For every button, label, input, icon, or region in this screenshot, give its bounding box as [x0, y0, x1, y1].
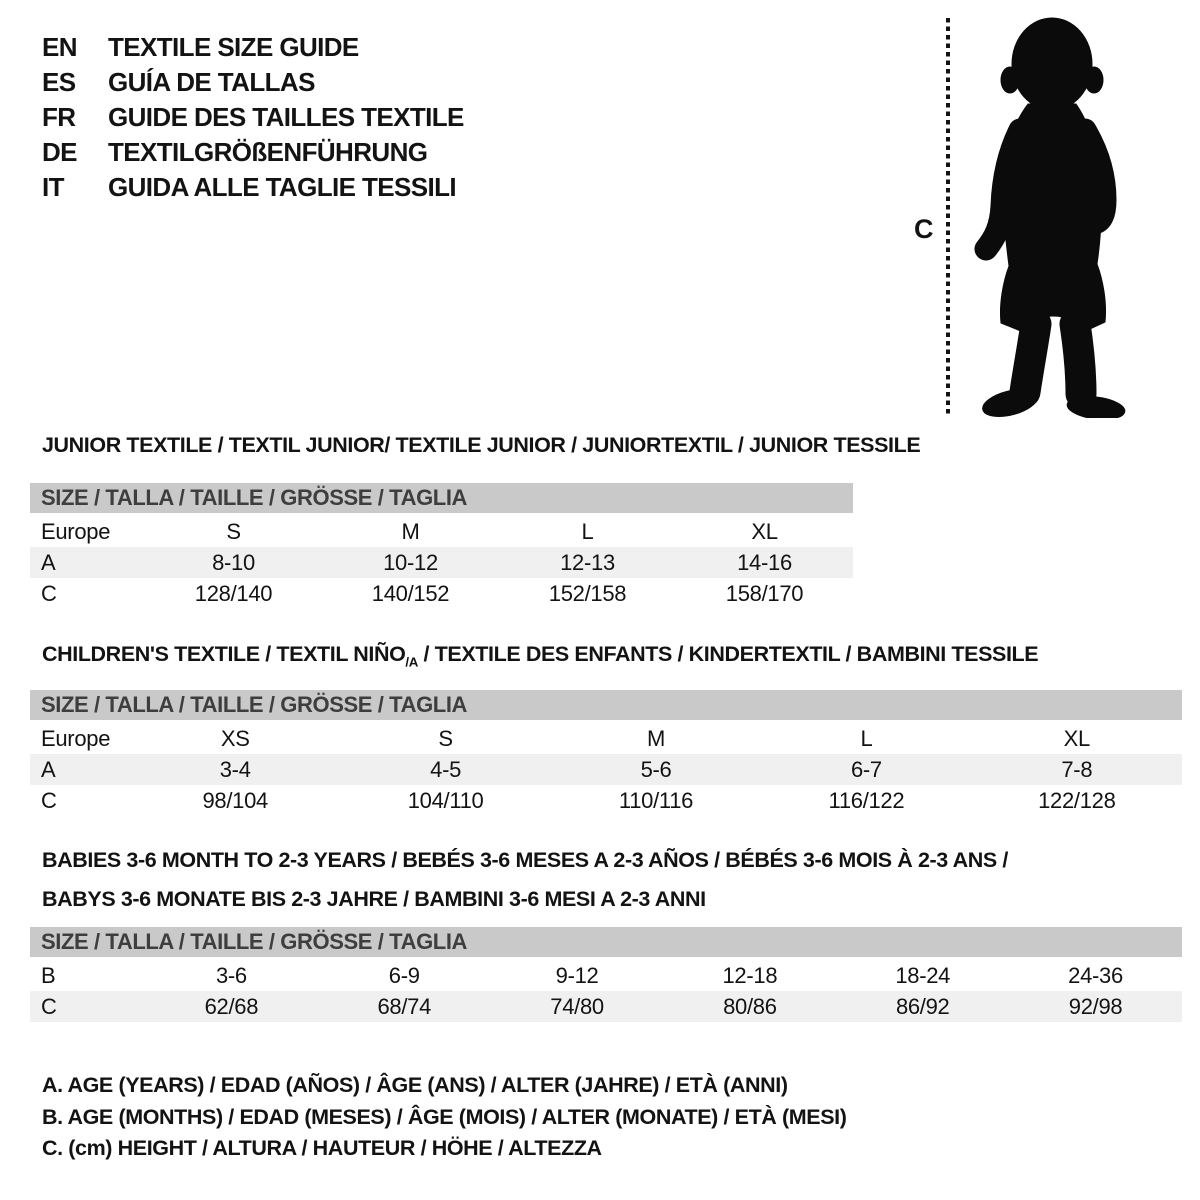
cell: 98/104 — [202, 787, 268, 813]
cell: 140/152 — [371, 580, 450, 606]
babies-size-header-bar: SIZE / TALLA / TAILLE / GRÖSSE / TAGLIA — [30, 927, 1182, 957]
row-label: B — [41, 962, 56, 988]
cell: 12-13 — [560, 549, 615, 575]
cell: 86/92 — [895, 993, 950, 1019]
cell: 68/74 — [377, 993, 432, 1019]
cell: 6-7 — [850, 756, 882, 782]
cell: 24-36 — [1068, 962, 1123, 988]
table-row — [30, 991, 1182, 1022]
cell: 14-16 — [737, 549, 792, 575]
cell: 116/122 — [828, 787, 905, 813]
cell: 62/68 — [204, 993, 259, 1019]
cell: 92/98 — [1068, 993, 1123, 1019]
row-label: C — [41, 580, 57, 606]
cell: 9-12 — [555, 962, 599, 988]
cell: 18-24 — [895, 962, 951, 988]
babies-section-title — [42, 841, 1008, 919]
row-label: A — [41, 549, 56, 575]
note-age-months: B. AGE (MONTHS) / EDAD (MESES) / ÂGE (MOIS) / ALTER (MONATE) / ETÀ (MESI) — [42, 1104, 847, 1129]
junior-size-table — [30, 483, 853, 609]
table-row — [30, 785, 1182, 816]
toddler-silhouette — [958, 12, 1143, 418]
cell: XL — [751, 518, 778, 544]
table-row — [30, 516, 853, 547]
height-measure-dashed-line — [946, 18, 950, 416]
row-label: Europe — [41, 725, 111, 751]
lang-code: IT — [42, 172, 64, 202]
cell: XL — [1063, 725, 1090, 751]
note-height-cm: C. (cm) HEIGHT / ALTURA / HAUTEUR / HÖHE / ALTEZZA — [42, 1136, 602, 1160]
lang-label: TEXTILE SIZE GUIDE — [108, 32, 359, 62]
children-title-text: CHILDREN'S TEXTILE / TEXTIL NIÑO — [42, 642, 406, 666]
lang-row-fr — [42, 100, 464, 135]
table-row — [30, 547, 853, 578]
row-label: C — [41, 787, 57, 813]
table-row — [30, 960, 1182, 991]
cell: 110/116 — [618, 787, 694, 813]
cell: 80/86 — [723, 993, 777, 1019]
children-title-subscript: /A — [405, 654, 418, 670]
cell: 4-5 — [430, 756, 462, 782]
table-row — [30, 723, 1182, 754]
row-label: Europe — [41, 518, 111, 544]
lang-row-it — [42, 170, 464, 205]
lang-code: DE — [42, 137, 77, 167]
cell: 5-6 — [640, 756, 672, 782]
babies-size-table — [30, 927, 1182, 1022]
row-label: C — [41, 993, 57, 1019]
lang-row-en — [42, 30, 464, 65]
cell: 3-6 — [215, 962, 247, 988]
cell: 128/140 — [194, 580, 273, 606]
cell: M — [647, 725, 666, 751]
children-section-title — [42, 642, 1038, 669]
cell: L — [581, 518, 594, 544]
row-label: A — [41, 756, 56, 782]
babies-title-line2: BABYS 3-6 MONATE BIS 2-3 JAHRE / BAMBINI 3-6 MESI A 2-3 ANNI — [42, 887, 706, 911]
cell: M — [401, 518, 420, 544]
cell: 12-18 — [722, 962, 778, 988]
children-size-table — [30, 690, 1182, 816]
cell: 104/110 — [407, 787, 484, 813]
cell: 7-8 — [1061, 756, 1093, 782]
junior-size-header-bar: SIZE / TALLA / TAILLE / GRÖSSE / TAGLIA — [30, 483, 853, 513]
cell: 3-4 — [219, 756, 251, 782]
note-age-years: A. AGE (YEARS) / EDAD (AÑOS) / ÂGE (ANS) / ALTER (JAHRE) / ETÀ (ANNI) — [42, 1073, 788, 1097]
language-header — [42, 30, 464, 205]
height-measure-label: C — [914, 214, 934, 244]
lang-label: TEXTILGRÖßENFÜHRUNG — [108, 137, 428, 167]
lang-row-es — [42, 65, 464, 100]
cell: S — [438, 725, 453, 751]
cell: 158/170 — [725, 580, 804, 606]
cell: 10-12 — [383, 549, 438, 575]
cell: 152/158 — [548, 580, 627, 606]
lang-label: GUIDA ALLE TAGLIE TESSILI — [108, 172, 457, 202]
table-row — [30, 754, 1182, 785]
cell: S — [226, 518, 241, 544]
children-title-text: / TEXTILE DES ENFANTS / KINDERTEXTIL / BAMBINI TESSILE — [417, 642, 1039, 666]
lang-label: GUÍA DE TALLAS — [108, 67, 315, 97]
cell: 74/80 — [550, 993, 604, 1019]
legend-notes — [42, 1070, 847, 1165]
cell: 122/128 — [1038, 787, 1116, 813]
cell: XS — [220, 725, 250, 751]
children-size-header-bar: SIZE / TALLA / TAILLE / GRÖSSE / TAGLIA — [30, 690, 1182, 720]
lang-code: EN — [42, 32, 77, 62]
lang-label: GUIDE DES TAILLES TEXTILE — [108, 102, 464, 132]
cell: 8-10 — [212, 549, 255, 575]
cell: 6-9 — [388, 962, 420, 988]
table-row — [30, 578, 853, 609]
babies-title-line1: BABIES 3-6 MONTH TO 2-3 YEARS / BEBÉS 3-6 MESES A 2-3 AÑOS / BÉBÉS 3-6 MOIS À 2-3 ANS / — [42, 848, 1008, 872]
lang-code: FR — [42, 102, 76, 132]
junior-section-title: JUNIOR TEXTILE / TEXTIL JUNIOR/ TEXTILE JUNIOR / JUNIORTEXTIL / JUNIOR TESSILE — [42, 433, 921, 457]
lang-row-de — [42, 135, 464, 170]
lang-code: ES — [42, 67, 76, 97]
cell: L — [860, 725, 873, 751]
